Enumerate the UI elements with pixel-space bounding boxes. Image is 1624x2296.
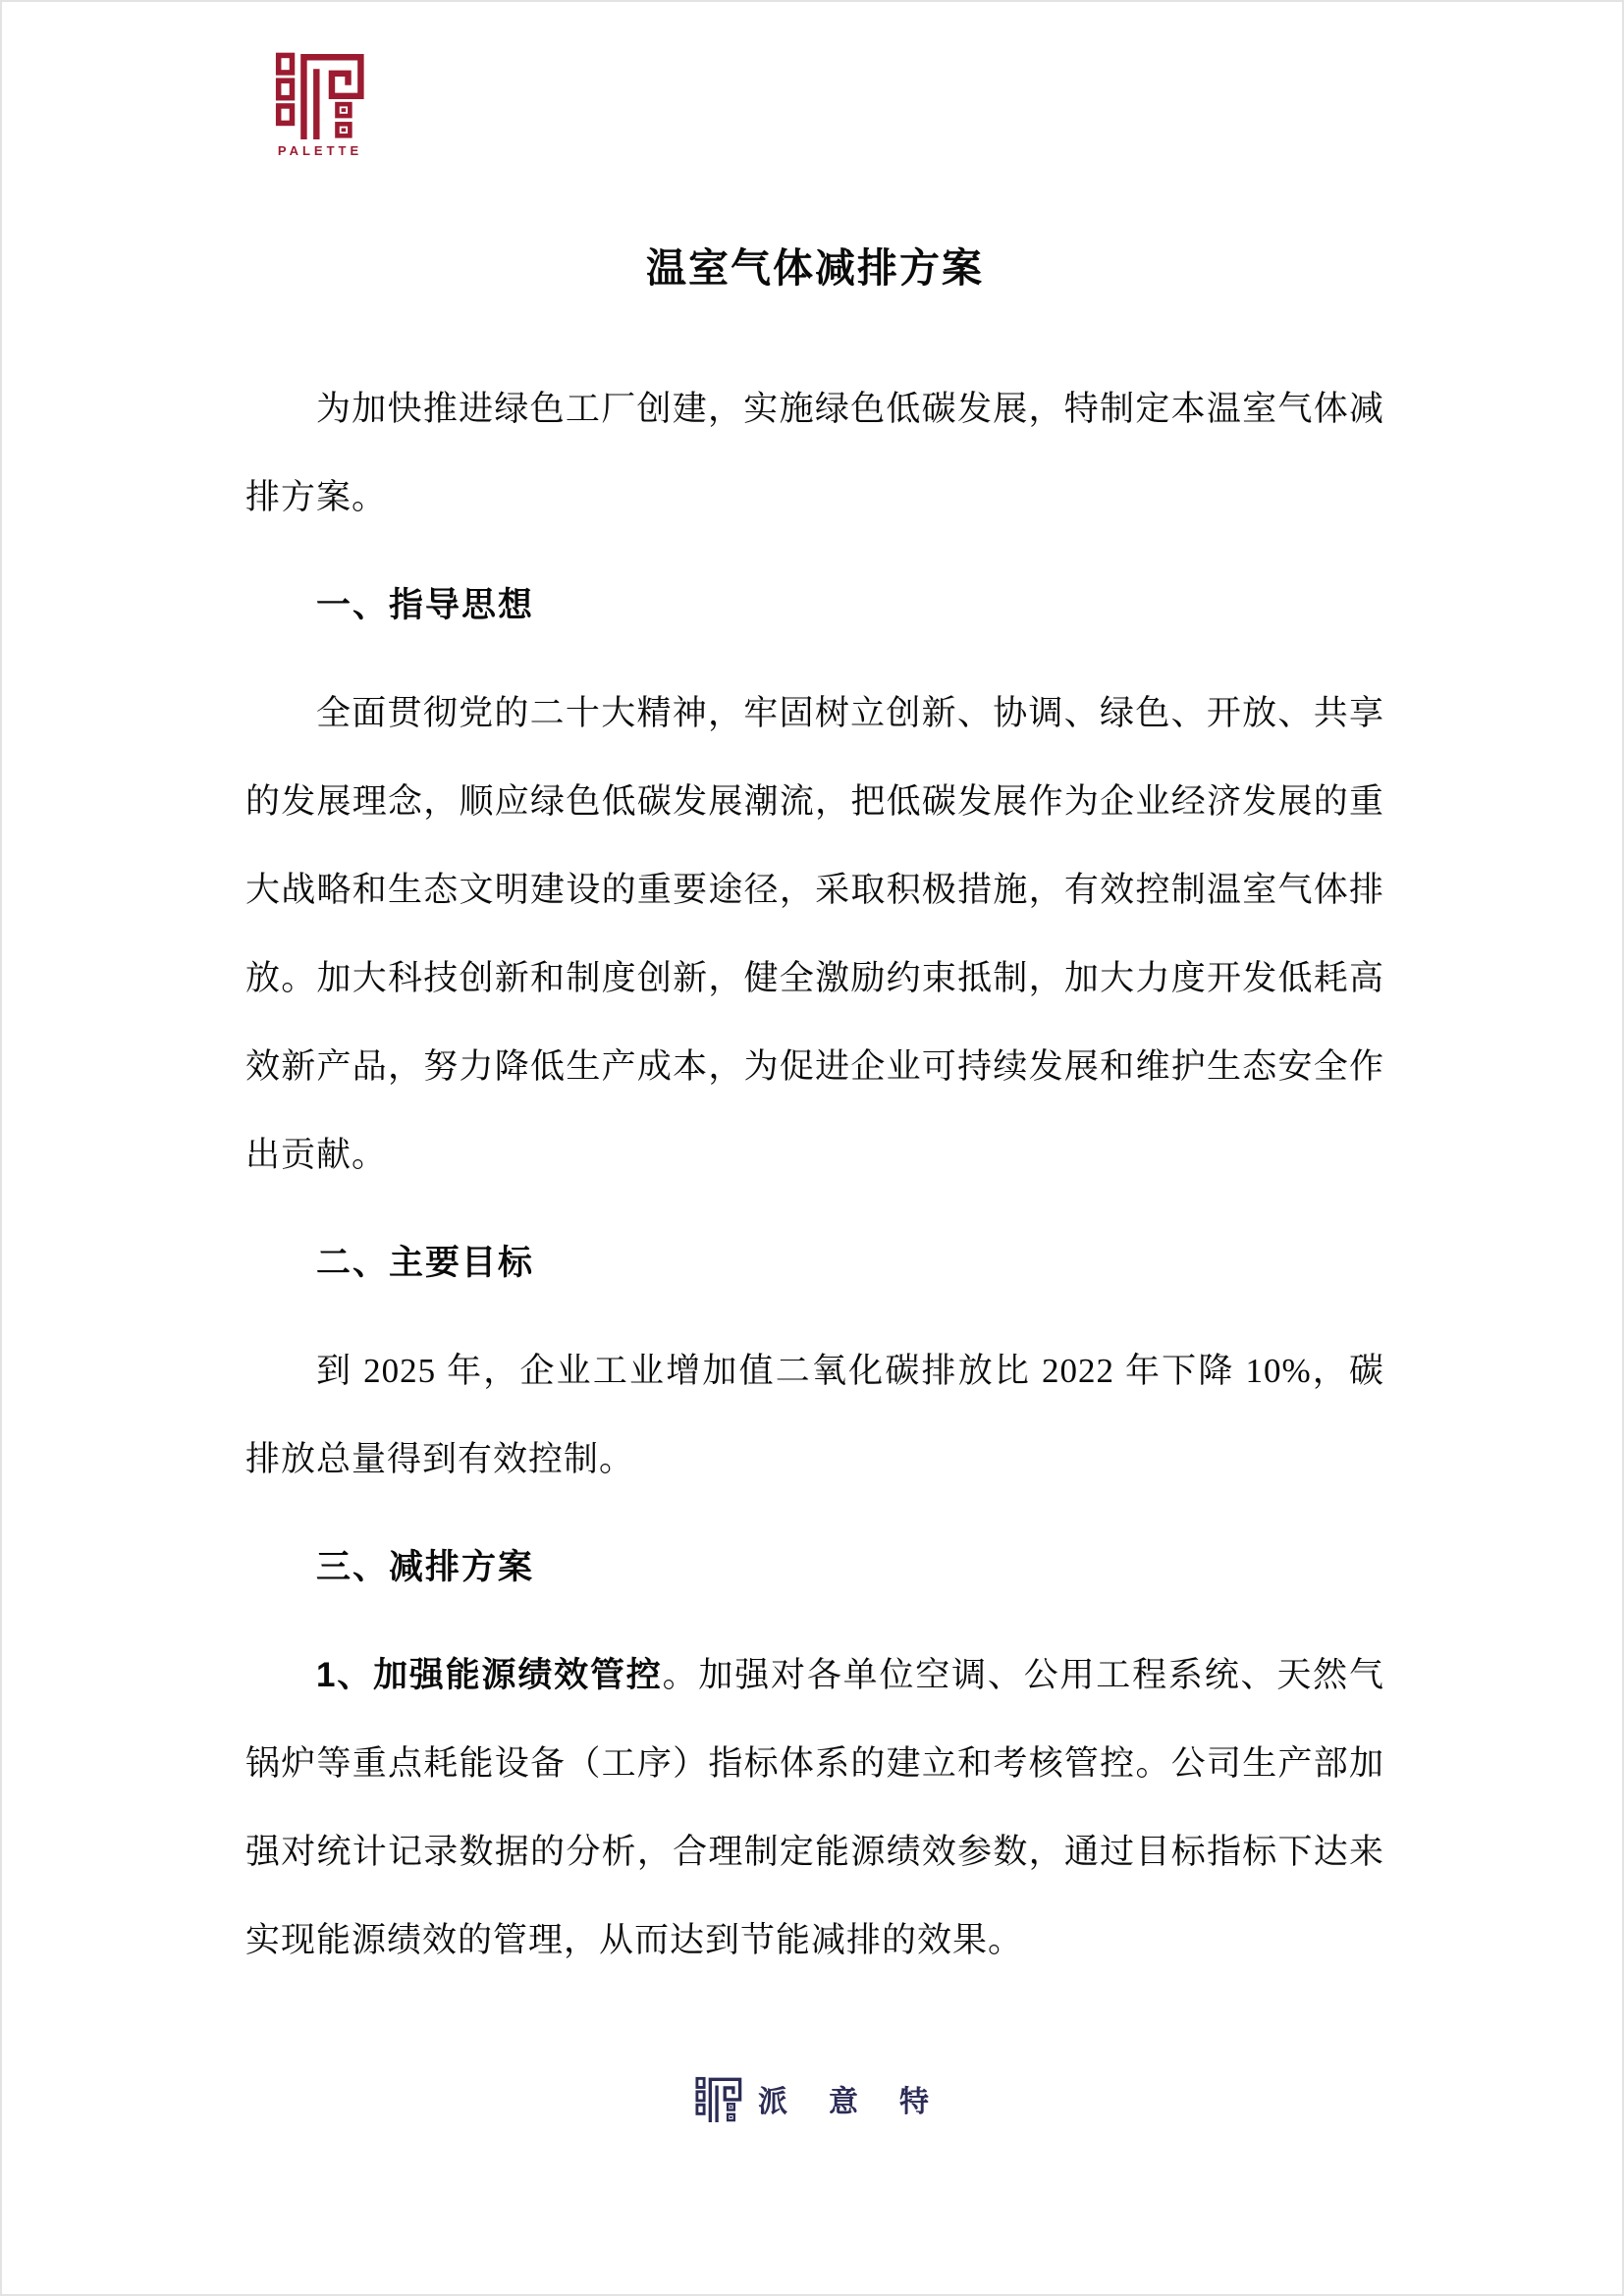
footer-brand-text: 派意特: [758, 2086, 970, 2118]
page-title: 温室气体减排方案: [646, 245, 984, 291]
section-body-reduction-plan: [245, 1631, 1384, 1985]
list-item-body: 。加强对各单位空调、公用工程系统、天然气锅炉等重点耗能设备（工序）指标体系的建立和考核管控。公司生产部加强对统计记录数据的分析，合理制定能源绩效参数，通过目标指标下达来实现能源绩效的管理，从而达到节能减排的效果。: [245, 1656, 1384, 1959]
palette-logo: [269, 49, 371, 158]
section-heading-reduction-plan: 三、减排方案: [316, 1548, 535, 1586]
palette-maze-logo-icon: [275, 49, 365, 139]
footer-brand: [2, 2075, 1622, 2122]
intro-paragraph: 为加快推进绿色工厂创建，实施绿色低碳发展，特制定本温室气体减排方案。: [245, 390, 1384, 516]
document-content: [245, 238, 1384, 2004]
footer-maze-logo-icon: [695, 2075, 742, 2122]
section-heading-main-goals: 二、主要目标: [316, 1244, 535, 1282]
section-body-guiding-ideology: 全面贯彻党的二十大精神，牢固树立创新、协调、绿色、开放、共享的发展理念，顺应绿色低碳发展潮流，把低碳发展作为企业经济发展的重大战略和生态文明建设的重要途径，采取积极措施，有效控制温室气体排放。加大科技创新和制度创新，健全激励约束抵制，加大力度开发低耗高效新产品，努力降低生产成本，为促进企业可持续发展和维护生态安全作出贡献。: [245, 694, 1384, 1174]
section-body-main-goals: 到 2025 年，企业工业增加值二氧化碳排放比 2022 年下降 10%，碳排放总量得到有效控制。: [245, 1352, 1384, 1478]
section-heading-guiding-ideology: 一、指导思想: [316, 586, 535, 624]
list-item-lead: 1、加强能源绩效管控: [316, 1656, 663, 1694]
palette-logo-wordmark: PALETTE: [277, 143, 363, 158]
